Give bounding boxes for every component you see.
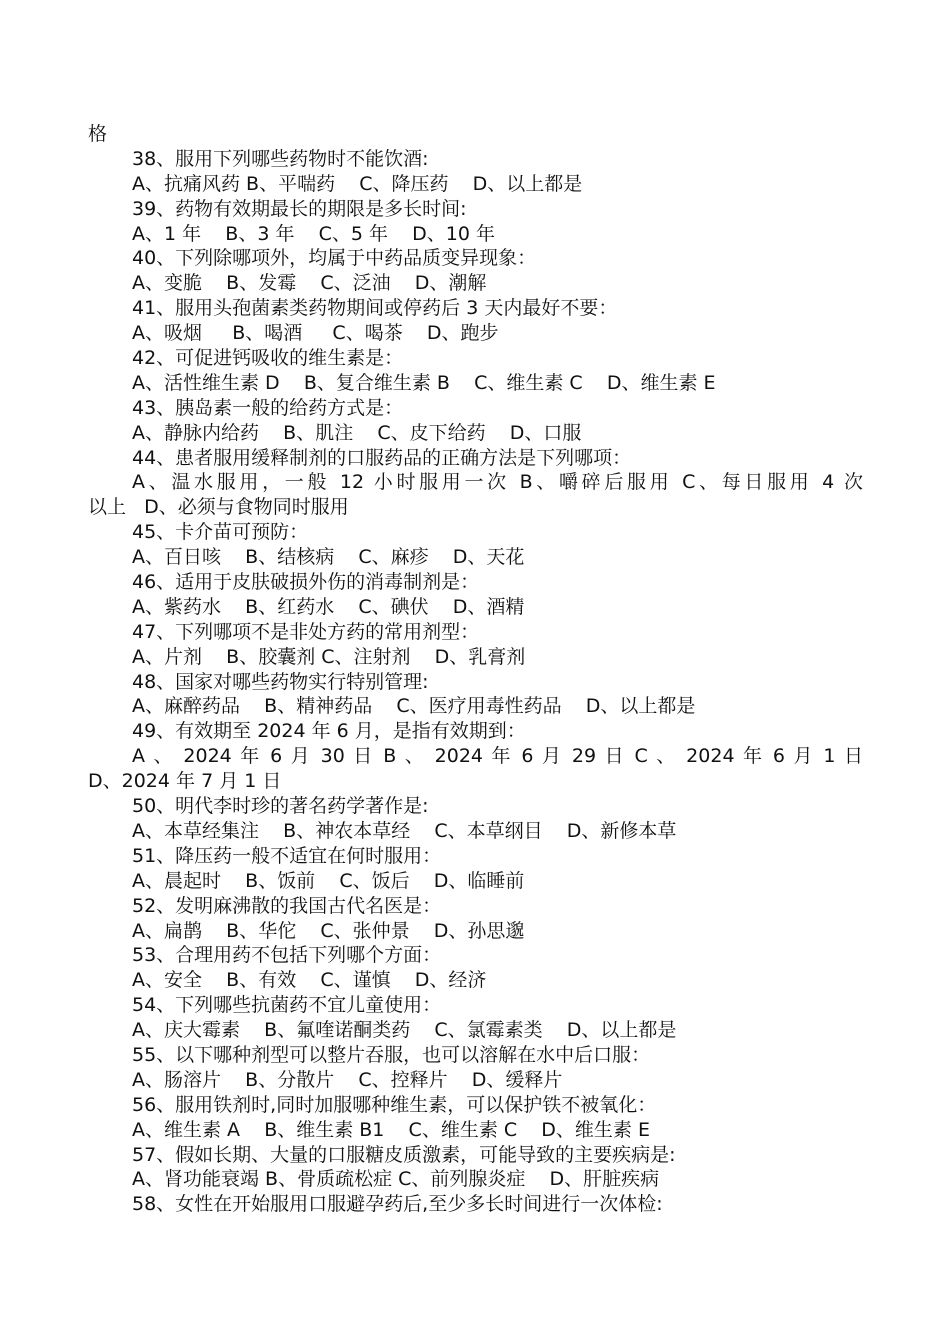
options-41: A、吸烟 B、喝酒 C、喝茶 D、跑步 — [132, 322, 499, 345]
options-57: A、肾功能衰竭 B、骨质疏松症 C、前列腺炎症 D、肝脏疾病 — [132, 1168, 660, 1191]
question-57: 57、假如长期、大量的口服糖皮质激素，可能导致的主要疾病是: — [132, 1143, 676, 1166]
question-53: 53、合理用药不包括下列哪个方面： — [132, 944, 442, 967]
options-44-continued: 以上 D、必须与食物同时服用 — [88, 496, 349, 519]
question-56: 56、服用铁剂时,同时加服哪种维生素，可以保护铁不被氧化： — [132, 1093, 657, 1116]
question-44: 44、患者服用缓释制剂的口服药品的正确方法是下列哪项： — [132, 446, 632, 469]
options-51: A、晨起时 B、饭前 C、饭后 D、临睡前 — [132, 869, 525, 892]
question-55: 55、以下哪种剂型可以整片吞服，也可以溶解在水中后口服： — [132, 1043, 651, 1066]
options-45: A、百日咳 B、结核病 C、麻疹 D、天花 — [132, 546, 525, 569]
question-58: 58、女性在开始服用口服避孕药后,至少多长时间进行一次体检: — [132, 1193, 663, 1216]
options-52: A、扁鹊 B、华佗 C、张仲景 D、孙思邈 — [132, 919, 525, 942]
question-50: 50、明代李时珍的著名药学著作是: — [132, 795, 429, 818]
options-42: A、活性维生素 D B、复合维生素 B C、维生素 C D、维生素 E — [132, 371, 716, 394]
question-49: 49、有效期至 2024 年 6 月，是指有效期到： — [132, 720, 526, 743]
question-52: 52、发明麻沸散的我国古代名医是： — [132, 894, 442, 917]
options-55: A、肠溶片 B、分散片 C、控释片 D、缓释片 — [132, 1068, 563, 1091]
options-53: A、安全 B、有效 C、谨慎 D、经济 — [132, 969, 487, 992]
question-42: 42、可促进钙吸收的维生素是： — [132, 347, 404, 370]
text-line: 格 — [88, 123, 108, 145]
options-47: A、片剂 B、胶囊剂 C、注射剂 D、乳膏剂 — [132, 645, 526, 668]
question-47: 47、下列哪项不是非处方药的常用剂型： — [132, 620, 480, 643]
options-44: A、温水服用，一般 12 小时服用一次 B、嚼碎后服用 C、每日服用 4 次 — [132, 471, 863, 494]
question-43: 43、胰岛素一般的给药方式是： — [132, 396, 404, 419]
question-54: 54、下列哪些抗菌药不宜儿童使用： — [132, 994, 442, 1017]
options-48: A、麻醉药品 B、精神药品 C、医疗用毒性药品 D、以上都是 — [132, 695, 696, 718]
question-40: 40、下列除哪项外，均属于中药品质变异现象： — [132, 247, 537, 270]
options-43: A、静脉内给药 B、肌注 C、皮下给药 D、口服 — [132, 421, 582, 444]
question-text-block — [88, 122, 863, 1217]
options-49: A 、 2024 年 6 月 30 日 B 、 2024 年 6 月 29 日 C 、 2024 年 6 月 1 日 — [132, 745, 863, 768]
question-51: 51、降压药一般不适宜在何时服用： — [132, 844, 442, 867]
question-38: 38、服用下列哪些药物时不能饮酒: — [132, 147, 429, 170]
options-46: A、紫药水 B、红药水 C、碘伏 D、酒精 — [132, 595, 525, 618]
options-38: A、抗痛风药 B、平喘药 C、降压药 D、以上都是 — [132, 172, 583, 195]
options-40: A、变脆 B、发霉 C、泛油 D、潮解 — [132, 272, 487, 295]
question-48: 48、国家对哪些药物实行特别管理: — [132, 670, 429, 693]
question-41: 41、服用头孢菌素类药物期间或停药后 3 天内最好不要： — [132, 297, 618, 320]
question-45: 45、卡介苗可预防： — [132, 521, 309, 544]
question-46: 46、适用于皮肤破损外伤的消毒制剂是： — [132, 571, 480, 594]
options-56: A、维生素 A B、维生素 B1 C、维生素 C D、维生素 E — [132, 1118, 650, 1141]
question-39: 39、药物有效期最长的期限是多长时间: — [132, 197, 467, 220]
options-49-continued: D、2024 年 7 月 1 日 — [88, 770, 282, 793]
options-54: A、庆大霉素 B、氟喹诺酮类药 C、氯霉素类 D、以上都是 — [132, 1019, 677, 1042]
options-39: A、1 年 B、3 年 C、5 年 D、10 年 — [132, 222, 496, 245]
options-50: A、本草经集注 B、神农本草经 C、本草纲目 D、新修本草 — [132, 819, 677, 842]
